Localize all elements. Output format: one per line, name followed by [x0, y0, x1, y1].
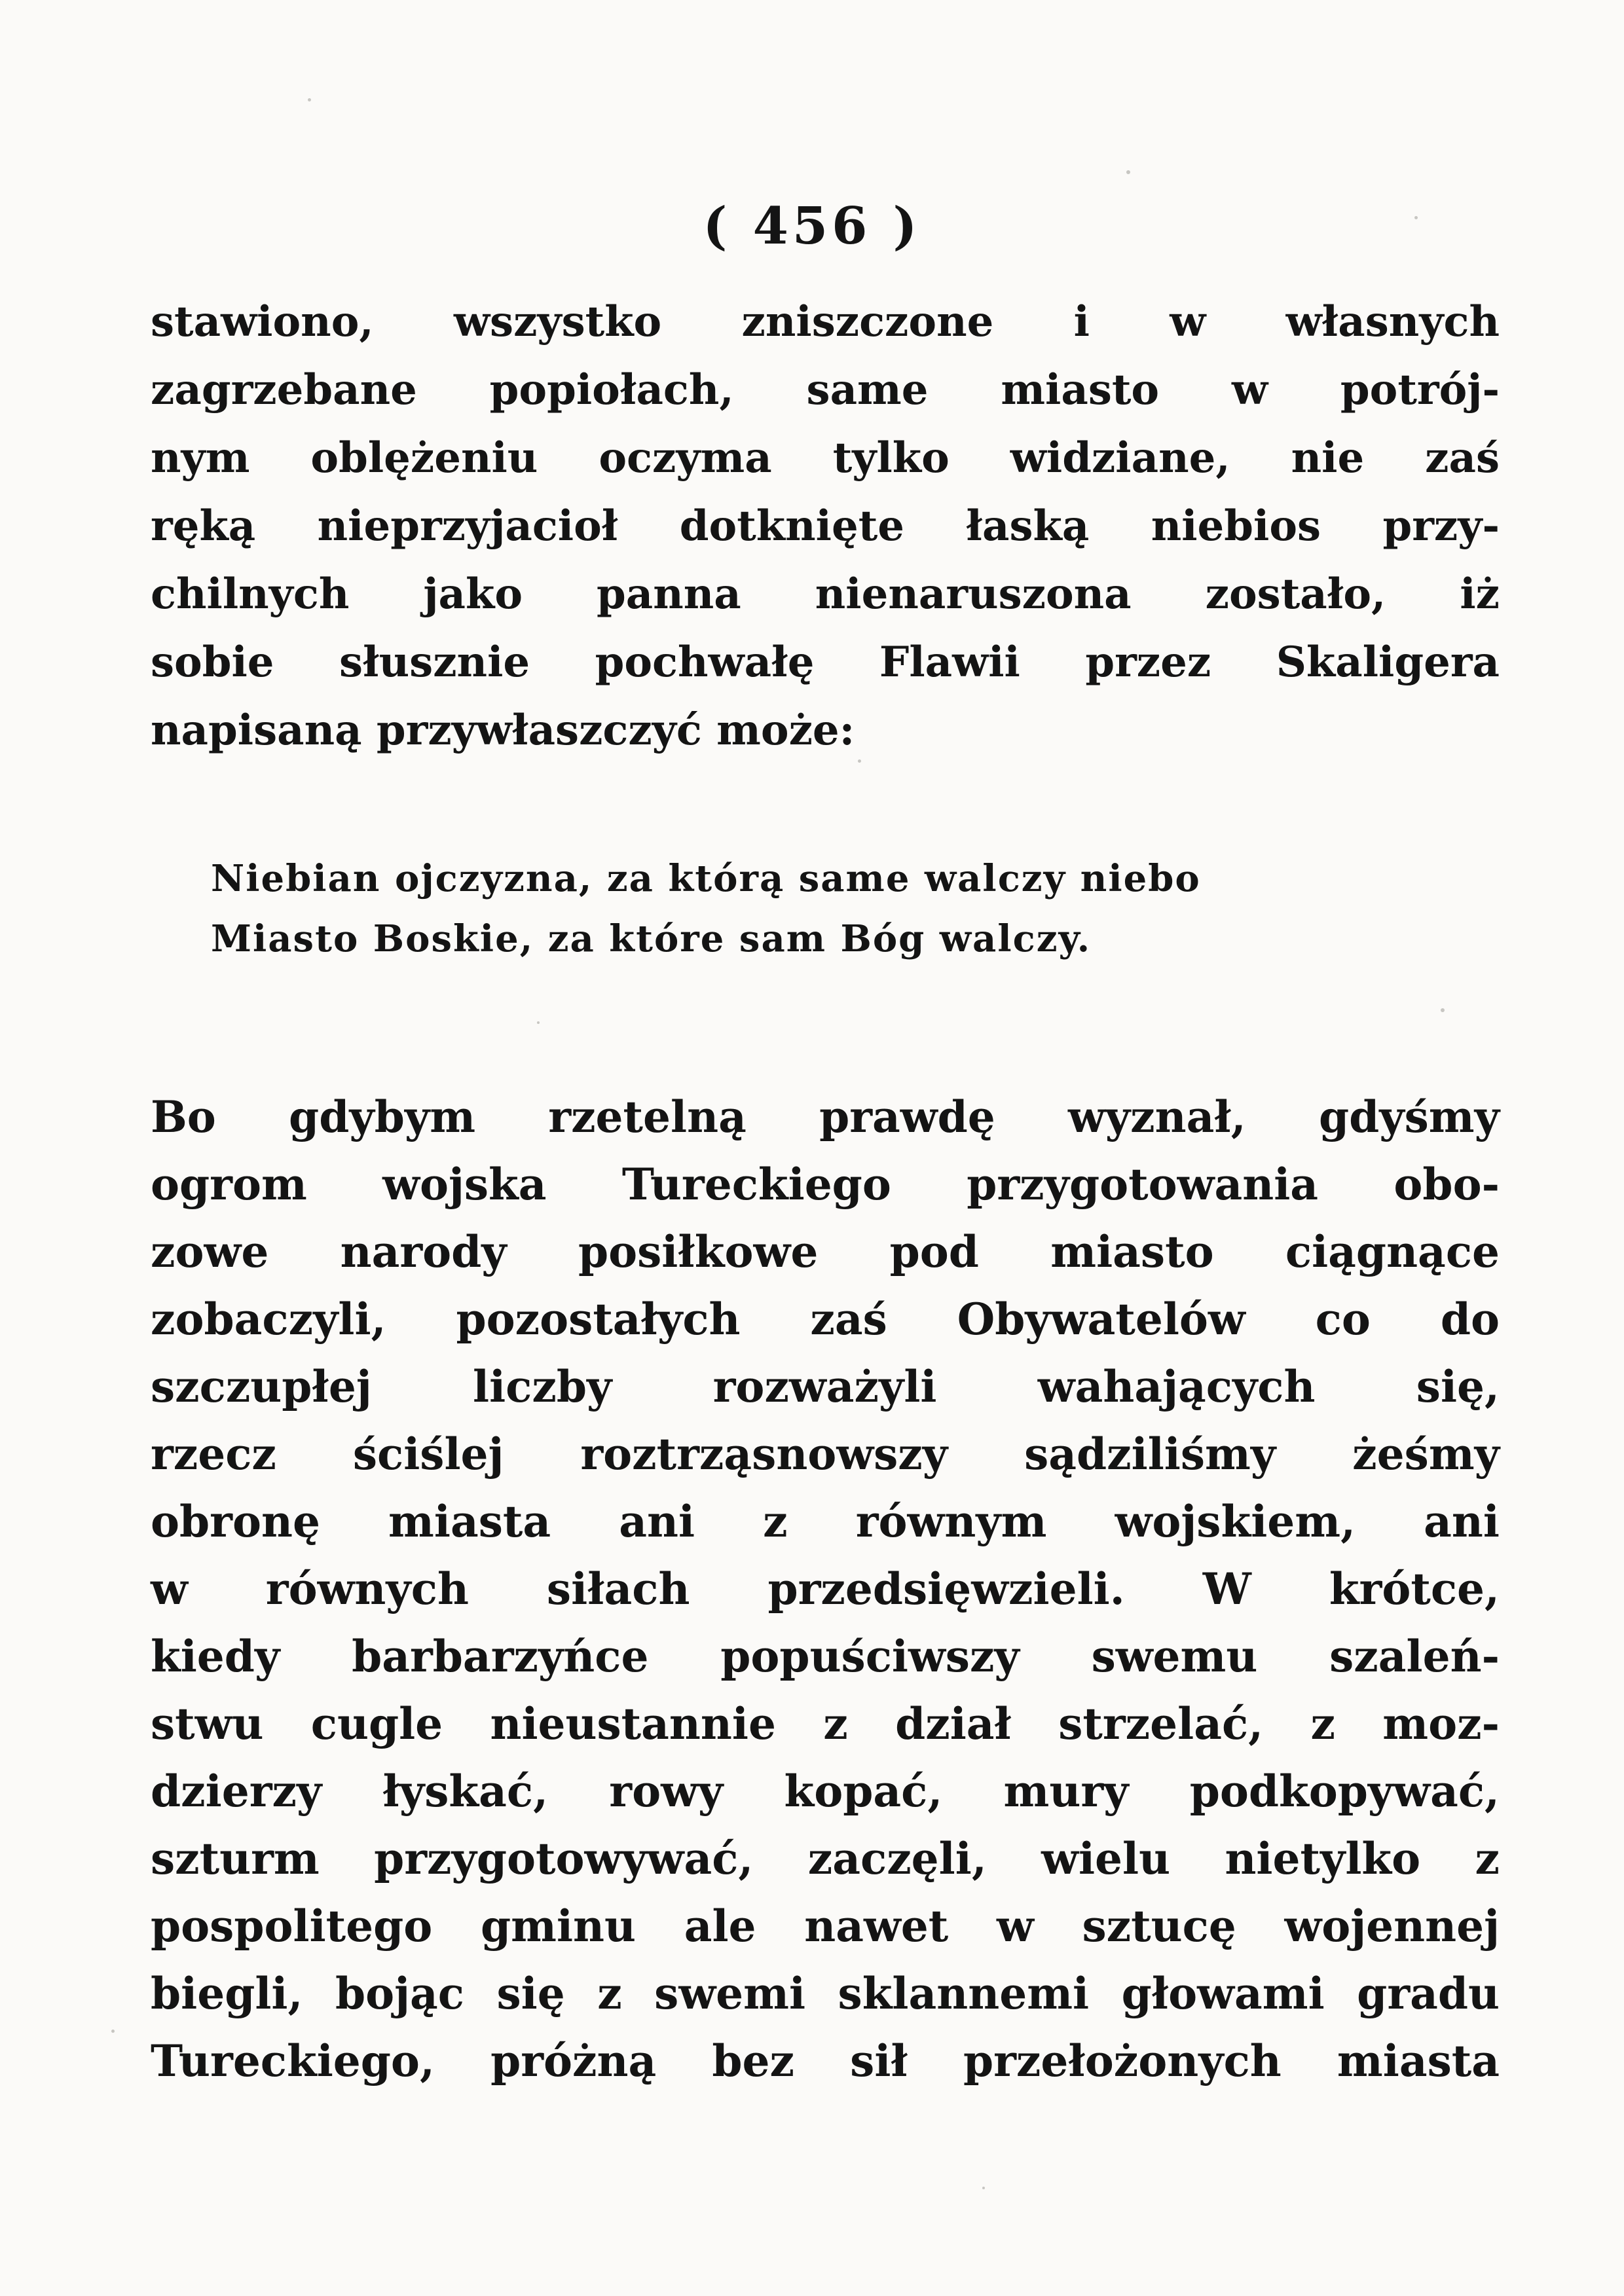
text-line: ogrom wojska Tureckiego przygotowania obo-: [151, 1159, 1500, 1210]
paper-speck: [1441, 1008, 1445, 1012]
paper-speck: [537, 1021, 540, 1024]
paper-speck: [1126, 170, 1130, 174]
text-line: obronę miasta ani z równym wojskiem, ani: [151, 1496, 1500, 1547]
text-line: nym oblężeniu oczyma tylko widziane, nie zaś: [151, 433, 1500, 483]
text-line: sobie słusznie pochwałę Flawii przez Skaligera: [151, 638, 1500, 687]
text-line: szczupłej liczby rozważyli wahających się,: [151, 1361, 1500, 1412]
text-line: napisaną przywłaszczyć może:: [151, 706, 855, 755]
text-line: szturm przygotowywać, zaczęli, wielu nietylko z: [151, 1833, 1500, 1884]
paper-speck: [111, 2030, 115, 2033]
verse-line: Niebian ojczyzna, za którą same walczy niebo: [211, 857, 1201, 900]
text-line: stwu cugle nieustannie z dział strzelać, z moz-: [151, 1698, 1500, 1749]
paragraph-1: [151, 288, 1500, 765]
paper-speck: [308, 98, 311, 101]
text-line: dzierzy łyskać, rowy kopać, mury podkopywać,: [151, 1766, 1500, 1817]
text-line: Tureckiego, próżną bez sił przełożonych miasta: [151, 2035, 1500, 2086]
text-line: w równych siłach przedsięwzieli. W krótce,: [151, 1563, 1500, 1614]
text-line: zobaczyli, pozostałych zaś Obywatelów co do: [151, 1294, 1500, 1345]
paragraph-2: [151, 1084, 1500, 2095]
text-line: stawiono, wszystko zniszczone i w własnych: [151, 297, 1500, 346]
text-line: zowe narody posiłkowe pod miasto ciągnące: [151, 1226, 1500, 1277]
text-line: Bo gdybym rzetelną prawdę wyznał, gdyśmy: [151, 1091, 1500, 1142]
verse-line: Miasto Boskie, za które sam Bóg walczy.: [211, 917, 1092, 960]
paper-speck: [982, 2187, 985, 2189]
text-line: chilnych jako panna nienaruszona zostało, iż: [151, 570, 1500, 619]
verse-quote: [211, 848, 1201, 969]
text-line: pospolitego gminu ale nawet w sztucę wojennej: [151, 1901, 1500, 1952]
text-line: rzecz ściślej roztrząsnowszy sądziliśmy żeśmy: [151, 1429, 1500, 1480]
page-number: ( 456 ): [703, 196, 921, 256]
text-line: zagrzebane popiołach, same miasto w potrój-: [151, 365, 1500, 414]
text-line: kiedy barbarzyńce popuściwszy swemu szaleń-: [151, 1631, 1500, 1682]
text-line: ręką nieprzyjacioł dotknięte łaską niebios przy-: [151, 501, 1500, 551]
text-line: biegli, bojąc się z swemi sklannemi głowami gradu: [151, 1968, 1500, 2019]
